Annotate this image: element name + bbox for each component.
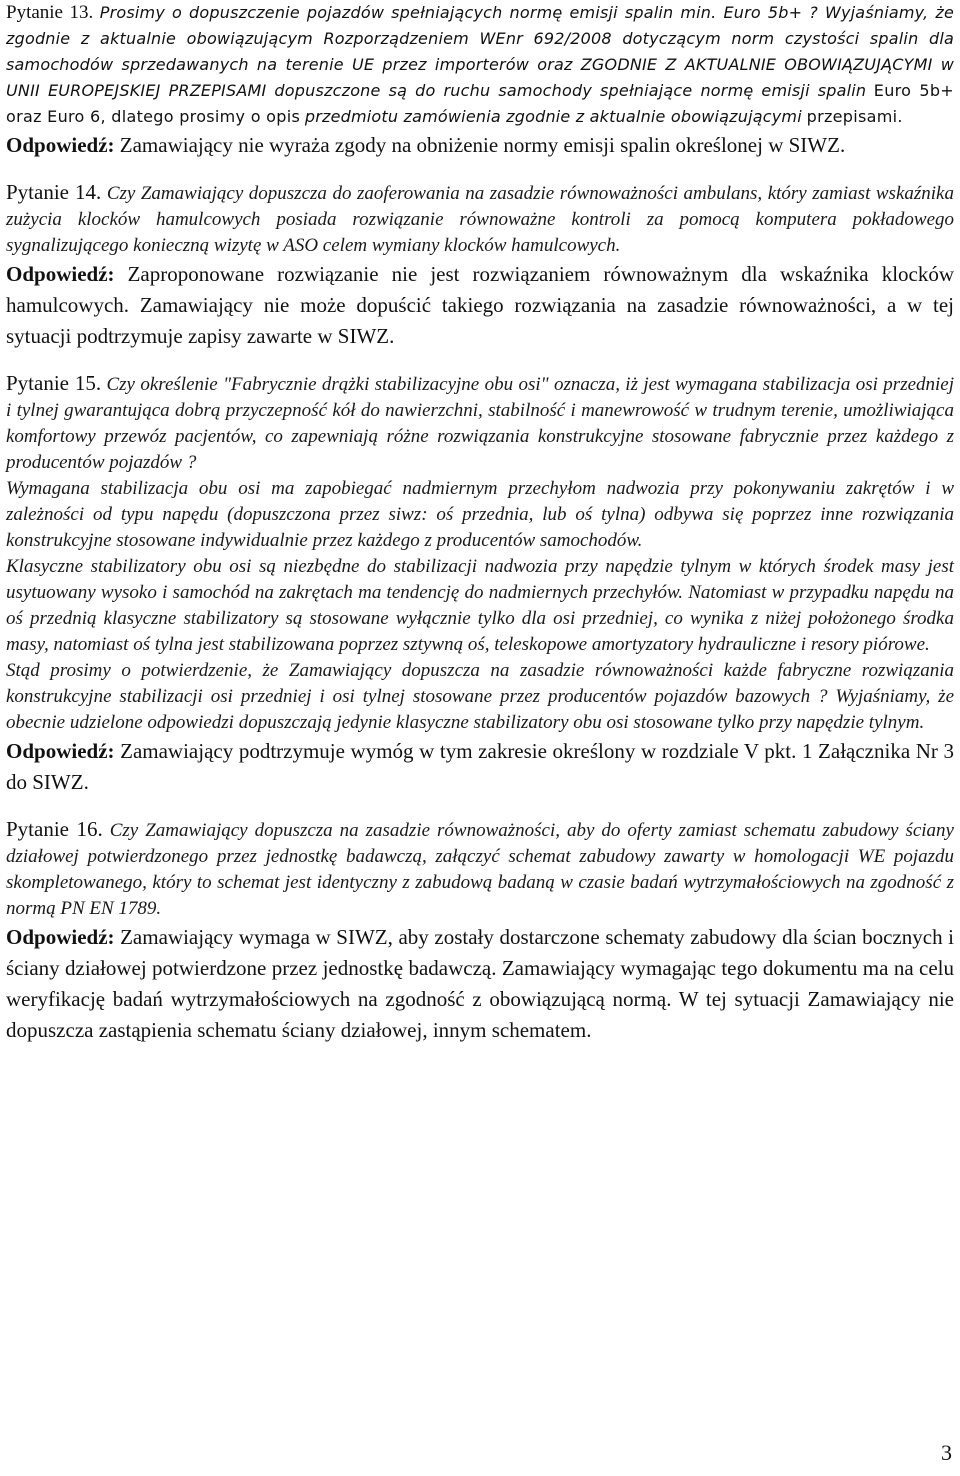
answer-15-label: Odpowiedź:	[6, 739, 115, 763]
question-15	[6, 370, 954, 476]
question-13-heading: Pytanie 13.	[6, 2, 94, 23]
question-13	[6, 0, 954, 130]
question-15-paragraph-4: Stąd prosimy o potwierdzenie, że Zamawiający dopuszcza na zasadzie równoważności każde fabryczne rozwiązania konstrukcyjne stabilizacji osi przedniej i osi tylnej stosowane przez producentów pojazdów bazowych ? Wyjaśniamy, że obecnie udzielone odpowiedzi dopuszczają jedynie klasyczne stabilizatory obu osi stosowane tylko przy napędzie tylnym.	[6, 660, 954, 733]
document-page	[6, 0, 954, 1046]
question-15-paragraph-3-block	[6, 554, 954, 658]
answer-16	[6, 922, 954, 1046]
question-14	[6, 179, 954, 259]
question-13-text-2: Euro 5b+ oraz Euro 6, dlatego prosimy o opis	[6, 81, 955, 126]
question-15-paragraph-3: Klasyczne stabilizatory obu osi są niezbędne do stabilizacji nadwozia przy napędzie tylnym w których środek masy jest usytuowany wysoko i samochód na zakrętach ma tendencję do nadmiernych przechyłów. Natomiast w przypadku napędu na oś przednią klasyczne stabilizatory są stosowane wyłącznie tylko dla osi przedniej, co wynika z niżej położonego środka masy, natomiast oś tylna jest stabilizowana poprzez sztywną oś, teleskopowe amortyzatory hydrauliczne i resory piórowe.	[6, 556, 954, 655]
answer-14	[6, 259, 954, 352]
question-15-paragraph-4-block	[6, 658, 954, 736]
question-16-text: Czy Zamawiający dopuszcza na zasadzie równoważności, aby do oferty zamiast schematu zabudowy ściany działowej potwierdzonego przez jednostkę badawczą, załączyć schemat zabudowy zawarty w homologacji WE pojazdu skompletowanego, który to schemat jest identyczny z zabudową badaną w czasie badań wytrzymałościowych na zgodność z normą PN EN 1789.	[6, 820, 954, 919]
question-14-heading: Pytanie 14.	[6, 180, 102, 204]
page-number: 3	[941, 1440, 952, 1465]
question-14-text: Czy Zamawiający dopuszcza do zaoferowania na zasadzie równoważności ambulans, który zamiast wskaźnika zużycia klocków hamulcowych posiada rozwiązanie równoważne kontroli za pomocą komputera pokładowego sygnalizującego konieczną wizytę w ASO celem wymiany klocków hamulcowych.	[6, 183, 954, 256]
answer-16-label: Odpowiedź:	[6, 925, 115, 949]
question-16	[6, 816, 954, 922]
answer-13-text: Zamawiający nie wyraża zgody na obniżenie normy emisji spalin określonej w SIWZ.	[119, 133, 846, 157]
question-15-paragraph-2-block	[6, 476, 954, 554]
answer-15	[6, 736, 954, 798]
question-15-heading: Pytanie 15.	[6, 371, 102, 395]
question-16-heading: Pytanie 16.	[6, 817, 103, 841]
answer-14-label: Odpowiedź:	[6, 262, 115, 286]
question-13-text-1: Prosimy o dopuszczenie pojazdów spełniających normę emisji spalin min. Euro 5b+ ? Wyjaśniamy, że zgodnie z aktualnie obowiązującym Rozporządzeniem WEnr 692/2008 dotyczącym norm czystości spalin dla samochodów sprzedawanych na terenie UE przez importerów oraz ZGODNIE Z AKTUALNIE OBOWIĄZUJĄCYMI w UNII EUROPEJSKIEJ PRZEPISAMI dopuszczone są do ruchu samochody spełniające normę emisji spalin	[6, 3, 955, 100]
answer-13-label: Odpowiedź:	[6, 133, 115, 157]
answer-13	[6, 130, 954, 161]
answer-16-text: Zamawiający wymaga w SIWZ, aby zostały dostarczone schematy zabudowy dla ścian bocznych i ściany działowej potwierdzone przez jednostkę badawczą. Zamawiający wymagając tego dokumentu ma na celu weryfikację badań wytrzymałościowych na zgodność z obowiązującą normą. W tej sytuacji Zamawiający nie dopuszcza zastąpienia schematu ściany działowej, innym schematem.	[6, 925, 954, 1042]
question-13-text-3: przedmiotu zamówienia zgodnie z aktualnie obowiązującymi	[304, 107, 802, 126]
answer-15-text: Zamawiający podtrzymuje wymóg w tym zakresie określony w rozdziale V pkt. 1 Załącznika Nr 3 do SIWZ.	[6, 739, 955, 794]
question-15-paragraph-2: Wymagana stabilizacja obu osi ma zapobiegać nadmiernym przechyłom nadwozia przy pokonywaniu zakrętów i w zależności od typu napędu (dopuszczona przez siwz: oś przednia, lub oś tylna) odbywa się poprzez inne rozwiązania konstrukcyjne stosowane indywidualnie przez każdego z producentów samochodów.	[6, 478, 954, 551]
question-15-paragraph-1: Czy określenie "Fabrycznie drążki stabilizacyjne obu osi" oznacza, iż jest wymagana stabilizacja osi przedniej i tylnej gwarantująca dobrą przyczepność kół do nawierzchni, stabilność i manewrowość w trudnym terenie, umożliwiająca komfortowy przewóz pacjentów, co zapewniają różne rozwiązania konstrukcyjne stosowane fabrycznie przez każdego z producentów pojazdów ?	[6, 374, 955, 473]
question-13-text-4: przepisami.	[806, 107, 903, 126]
answer-14-text: Zaproponowane rozwiązanie nie jest rozwiązaniem równoważnym dla wskaźnika klocków hamulcowych. Zamawiający nie może dopuścić takiego rozwiązania na zasadzie równoważności, a w tej sytuacji podtrzymuje zapisy zawarte w SIWZ.	[6, 262, 955, 348]
